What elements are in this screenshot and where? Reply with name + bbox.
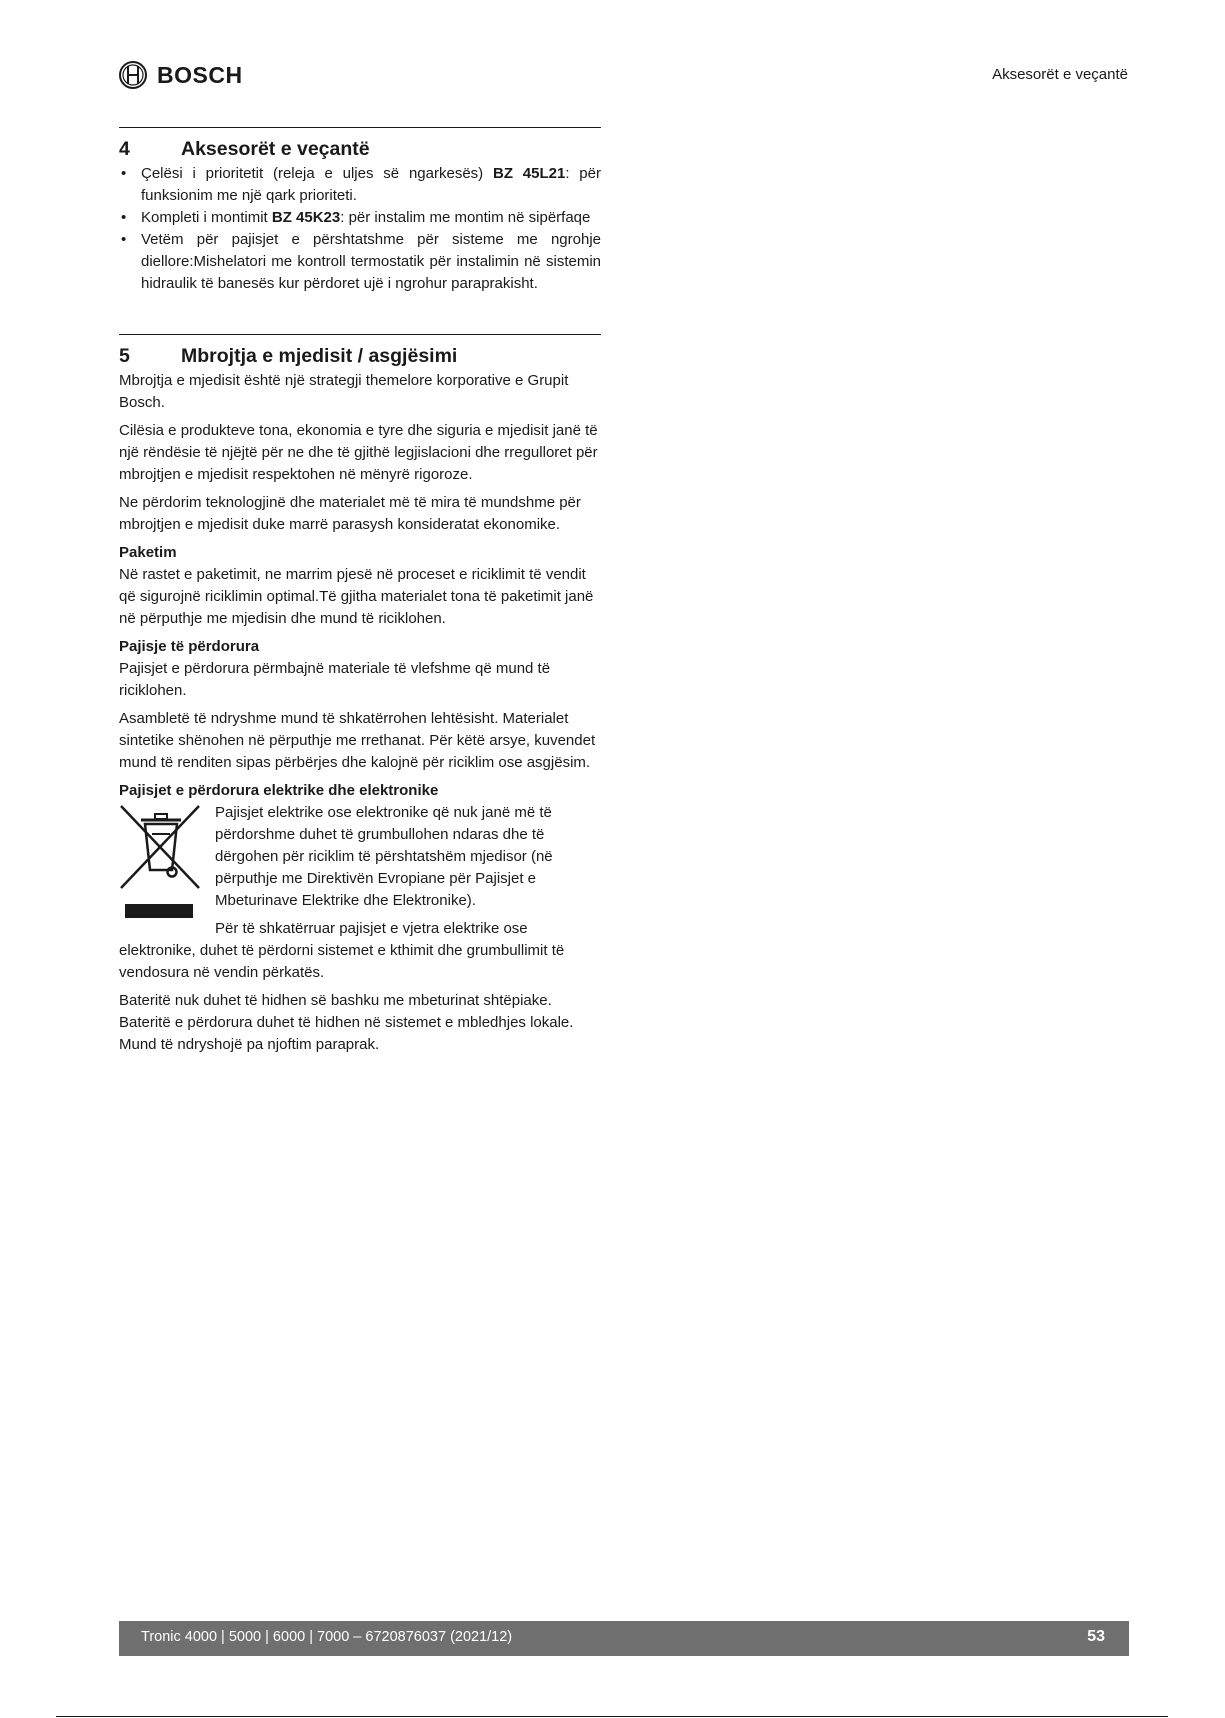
paragraph: Cilësia e produkteve tona, ekonomia e tyre dhe siguria e mjedisit janë të një rëndësie të njëjtë për ne dhe të gjithë legjislacioni dhe rregulloret për mbrojtjen e mjedisit respektohen në mënyrë rigoroze. — [119, 422, 598, 483]
weee-block — [119, 802, 601, 940]
paragraph: Pajisjet e përdorura përmbajnë materiale të vlefshme që mund të riciklohen. — [119, 660, 551, 699]
paragraph: Ne përdorim teknologjinë dhe materialet më të mira të mundshme për mbrojtjen e mjedisit duke marrë parasysh konsideratat ekonomike. — [119, 494, 581, 533]
page-number: 53 — [1087, 1628, 1105, 1645]
bosch-logo — [118, 60, 243, 90]
paragraph: Në rastet e paketimit, ne marrim pjesë në proceset e riciklimit të vendit që sigurojnë riciklimin optimal.Të gjitha materialet tona të paketimit janë në përputhje me mjedisin dhe mund të riciklohen. — [119, 566, 594, 627]
section-rule — [119, 127, 601, 128]
page-edge-rule — [56, 1716, 1168, 1717]
weee-icon-wrapper — [119, 802, 215, 940]
part-code: BZ 45K23 — [271, 209, 341, 226]
running-title: Aksesorët e veçantë — [992, 66, 1128, 83]
section-heading — [119, 137, 601, 161]
paragraph: Bateritë nuk duhet të hidhen së bashku me mbeturinat shtëpiake. Bateritë e përdorura duhet të hidhen në sistemet e mbledhjes lokale. Mund të ndryshojë pa njoftim paraprak. — [119, 992, 574, 1053]
paragraph: Asambletë të ndryshme mund të shkatërrohen lehtësisht. Materialet sintetike shënohen në përputhje me rrethanat. Për këtë arsye, kuvendet mund të renditen sipas përbërjes dhe kalojnë për riciklim ose asgjësim. — [119, 710, 596, 771]
paragraph: Mbrojtja e mjedisit është një strategji themelore korporative e Grupit Bosch. — [119, 372, 569, 411]
brand-wordmark: BOSCH — [157, 61, 243, 88]
section-heading — [119, 344, 601, 368]
subheading-used-devices: Pajisje të përdorura — [119, 638, 260, 655]
section-rule — [119, 334, 601, 335]
bosch-armature-icon — [118, 60, 148, 90]
footer-bar — [119, 1621, 1129, 1656]
section-title: Aksesorët e veçantë — [181, 138, 370, 160]
section-number: 5 — [119, 345, 130, 367]
section-title: Mbrojtja e mjedisit / asgjësimi — [181, 345, 458, 367]
paragraph-lead: Për të shkatërruar pajisjet e vjetra elektrike ose — [215, 920, 528, 937]
document-reference: Tronic 4000 | 5000 | 6000 | 7000 – 6720876037 (2021/12) — [141, 1629, 513, 1645]
list-item: • Vetëm për pajisjet e përshtatshme për sisteme me ngrohje diellore:Mishelatori me kontroll termostatik për instalimin në sistemin hidraulik të banesës kur përdoret ujë i ngrohur paraprakisht. — [119, 229, 601, 295]
subheading-packaging: Paketim — [119, 544, 177, 561]
section-4 — [119, 137, 601, 295]
weee-text — [215, 802, 601, 940]
section-number: 4 — [119, 138, 130, 160]
paragraph: Pajisjet elektrike ose elektronike që nuk janë më të përdorshme duhet të grumbullohen ndaras dhe të dërgohen për riciklim të përshtatshëm mjedisor (në përputhje me Direktivën Evropiane për Pajisjet e Mbeturinave Elektrike dhe Elektronike). — [215, 804, 553, 909]
list-item: • Kompleti i montimit BZ 45K23: për instalim me montim në sipërfaqe — [119, 207, 601, 229]
accessory-list — [119, 163, 601, 295]
section-5 — [119, 344, 601, 1062]
list-item: • Çelësi i prioritetit (releja e uljes së ngarkesës) BZ 45L21: për funksionim me një qark prioriteti. — [119, 163, 601, 207]
part-code: BZ 45L21 — [492, 165, 566, 182]
crossed-out-wheelie-bin-icon — [119, 802, 203, 922]
paragraph: elektronike, duhet të përdorni sistemet e kthimit dhe grumbullimit të vendosura në vendin përkatës. — [119, 942, 565, 981]
subheading-weee: Pajisjet e përdorura elektrike dhe elektronike — [119, 782, 439, 799]
